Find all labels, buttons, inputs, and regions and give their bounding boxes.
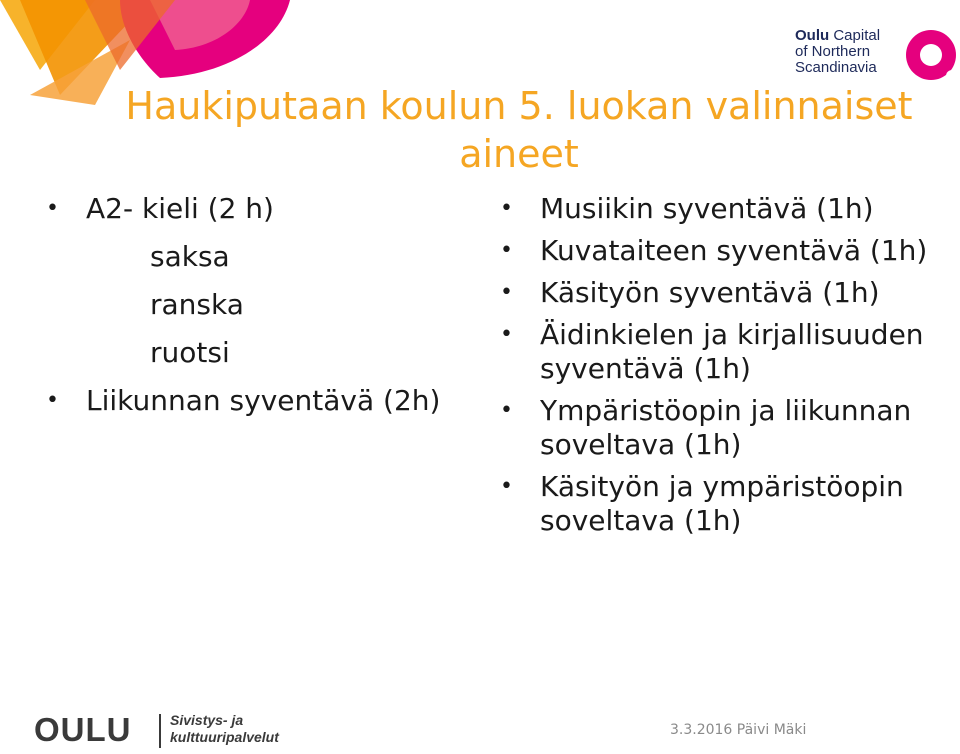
logo-oulu-word: Oulu: [795, 27, 830, 44]
bullet-icon: •: [500, 280, 513, 305]
slide-title: Haukiputaan koulun 5. luokan valinnaiset aineet: [125, 84, 913, 176]
list-item: [46, 384, 446, 418]
list-item-text: Käsityön ja ympäristöopin soveltava (1h): [540, 470, 904, 537]
footer-department-line2: kulttuuripalvelut: [170, 729, 279, 745]
list-item-text: Käsityön syventävä (1h): [540, 276, 880, 309]
list-item-text: Musiikin syventävä (1h): [540, 192, 874, 225]
footer-department-line1: Sivistys- ja: [170, 712, 244, 728]
logo-line3: Scandinavia: [795, 59, 877, 76]
list-item-text: Ympäristöopin ja liikunnan soveltava (1h): [540, 394, 912, 461]
list-item: [500, 192, 950, 226]
list-item: [500, 234, 950, 268]
list-item: [500, 276, 950, 310]
footer-department-name: [170, 712, 279, 746]
list-item: [500, 394, 950, 462]
oulu-capital-logo-text: [795, 28, 895, 76]
logo-capital-word: Capital: [829, 27, 881, 44]
list-item: [500, 470, 950, 538]
oulu-capital-logo: [795, 26, 960, 84]
bullet-icon: •: [46, 388, 59, 413]
oulu-footer-logo: [34, 712, 314, 752]
list-item-text: Kuvataiteen syventävä (1h): [540, 234, 928, 267]
bullet-icon: •: [500, 196, 513, 221]
left-content-column: [46, 192, 446, 432]
oulu-ring-icon: [904, 28, 958, 82]
logo-line2: of Northern: [795, 43, 871, 60]
bullet-icon: •: [500, 474, 513, 499]
right-content-column: [500, 192, 950, 546]
list-item: [46, 192, 446, 226]
bullet-icon: •: [500, 238, 513, 263]
bullet-icon: •: [500, 322, 513, 347]
sub-item: ranska: [150, 288, 244, 321]
sub-item: ruotsi: [150, 336, 230, 369]
footer-logo-divider: [159, 714, 161, 748]
list-item-text: Liikunnan syventävä (2h): [86, 384, 441, 417]
footer-oulu-wordmark: OULU: [34, 711, 132, 748]
bullet-icon: •: [46, 196, 59, 221]
bullet-icon: •: [500, 398, 513, 423]
sub-item: saksa: [150, 240, 230, 273]
list-item-text: A2- kieli (2 h): [86, 192, 274, 225]
list-item-text: Äidinkielen ja kirjallisuuden syventävä (1h): [540, 318, 924, 385]
list-item: [500, 318, 950, 386]
footer-date-author: 3.3.2016 Päivi Mäki: [670, 722, 807, 738]
